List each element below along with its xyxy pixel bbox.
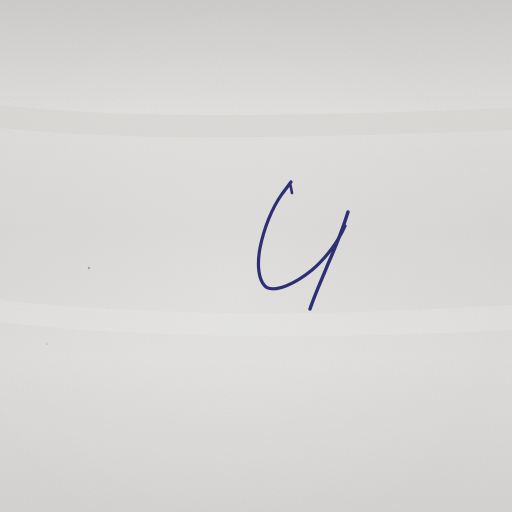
paper-speck <box>88 267 90 269</box>
paper-speck <box>46 343 48 345</box>
